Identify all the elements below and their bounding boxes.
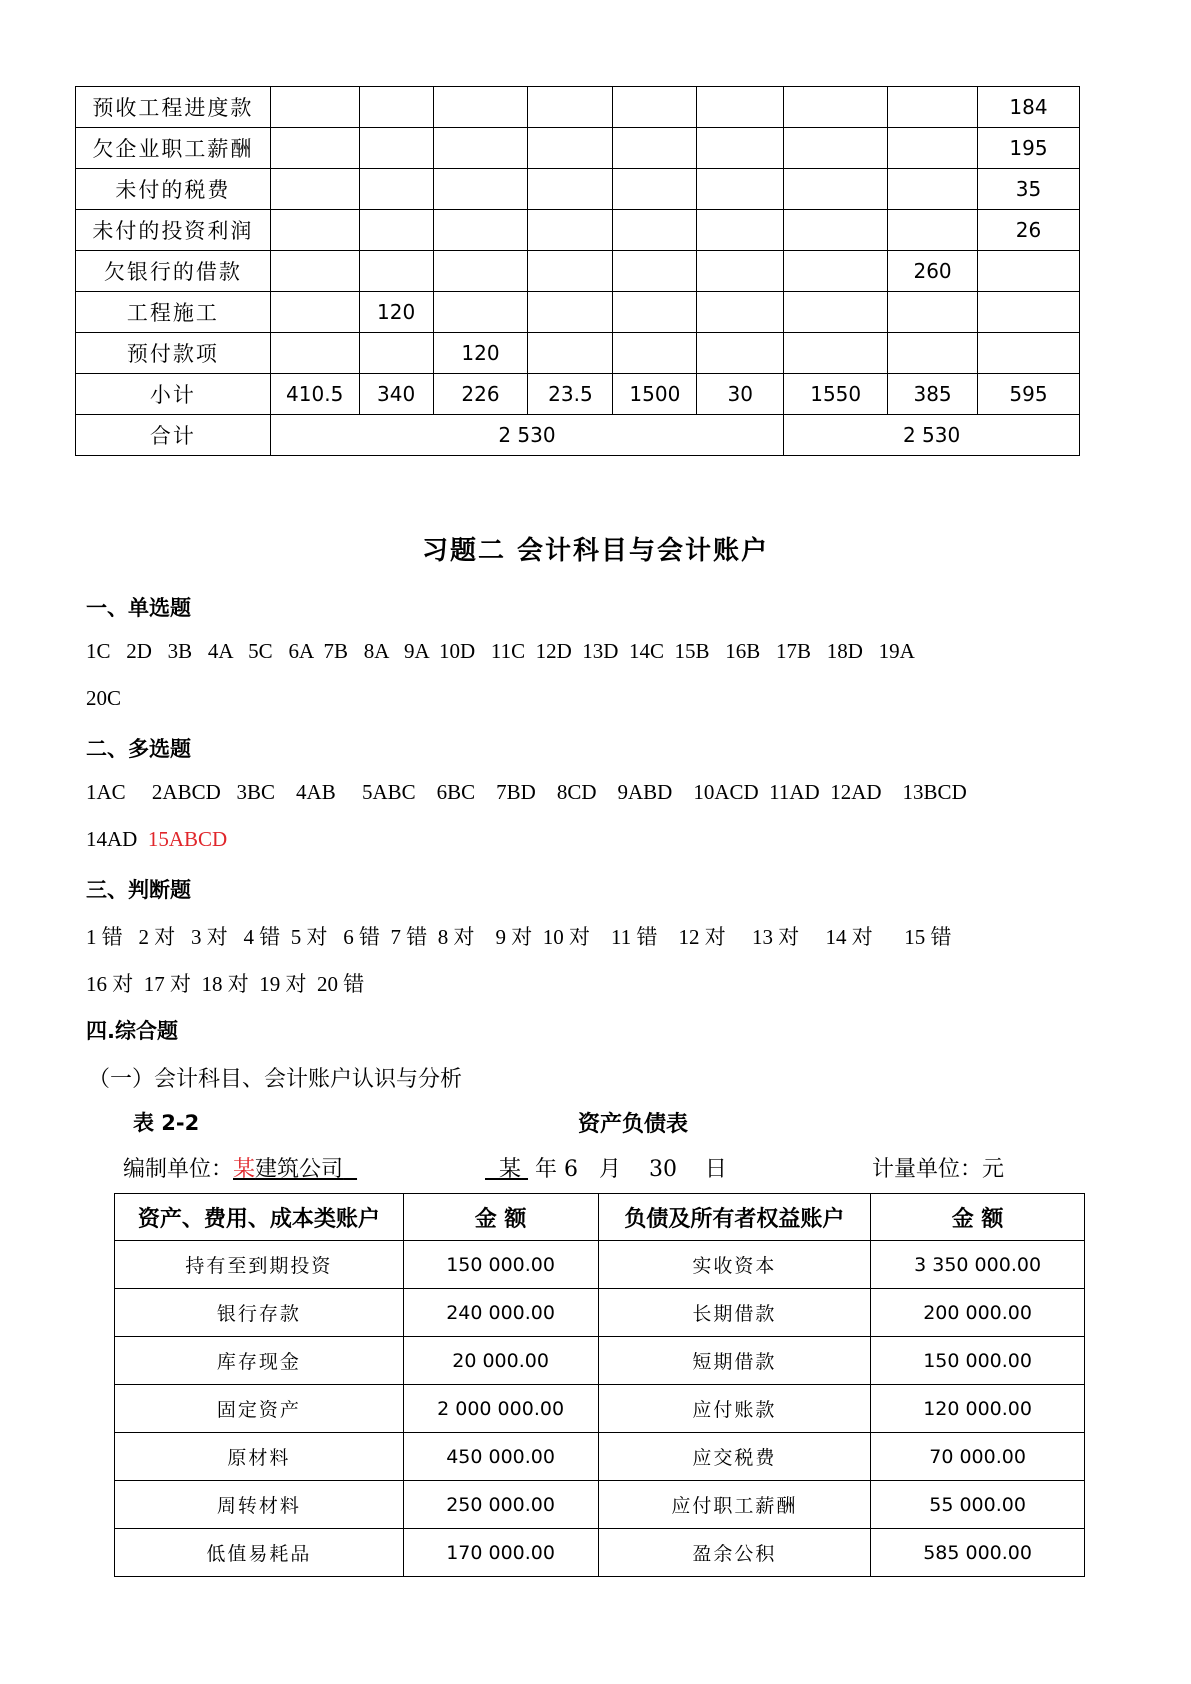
table-cell bbox=[888, 292, 978, 333]
amount: 70 000.00 bbox=[871, 1433, 1085, 1481]
table-cell bbox=[697, 292, 784, 333]
header-amount-2: 金 额 bbox=[871, 1194, 1085, 1241]
total-row bbox=[76, 415, 1080, 456]
table-row bbox=[76, 251, 1080, 292]
amount: 20 000.00 bbox=[403, 1337, 598, 1385]
table-cell bbox=[359, 251, 433, 292]
table-row bbox=[76, 333, 1080, 374]
amount: 450 000.00 bbox=[403, 1433, 598, 1481]
table-cell bbox=[888, 87, 978, 128]
table-cell bbox=[697, 210, 784, 251]
comprehensive-heading: 四.综合题 bbox=[86, 1019, 178, 1043]
account-name: 原材料 bbox=[115, 1433, 404, 1481]
table-cell bbox=[978, 333, 1080, 374]
account-name: 应交税费 bbox=[598, 1433, 871, 1481]
table-cell bbox=[270, 128, 359, 169]
prepared-by bbox=[123, 1152, 357, 1183]
table-cell: 120 bbox=[359, 292, 433, 333]
table-row bbox=[76, 169, 1080, 210]
table-cell bbox=[359, 333, 433, 374]
multi-answer-15: 15ABCD bbox=[147, 827, 228, 851]
table-cell bbox=[613, 169, 697, 210]
account-name: 库存现金 bbox=[115, 1337, 404, 1385]
table-cell bbox=[528, 169, 613, 210]
table-cell bbox=[528, 292, 613, 333]
table-cell bbox=[270, 251, 359, 292]
amount: 150 000.00 bbox=[871, 1337, 1085, 1385]
single-choice-heading: 一、单选题 bbox=[86, 596, 191, 620]
amount: 200 000.00 bbox=[871, 1289, 1085, 1337]
table-cell: 595 bbox=[978, 374, 1080, 415]
multi-choice-heading: 二、多选题 bbox=[86, 737, 191, 761]
table-cell bbox=[784, 251, 888, 292]
table-cell bbox=[613, 251, 697, 292]
table-cell: 260 bbox=[888, 251, 978, 292]
table-row bbox=[115, 1337, 1085, 1385]
header-assets: 资产、费用、成本类账户 bbox=[115, 1194, 404, 1241]
table-cell bbox=[888, 333, 978, 374]
amount: 240 000.00 bbox=[403, 1289, 598, 1337]
table-row bbox=[76, 292, 1080, 333]
table-cell bbox=[784, 128, 888, 169]
row-label: 小计 bbox=[76, 374, 271, 415]
table-cell bbox=[613, 87, 697, 128]
table-row bbox=[115, 1385, 1085, 1433]
table-cell: 226 bbox=[433, 374, 528, 415]
table-cell bbox=[528, 87, 613, 128]
account-name: 盈余公积 bbox=[598, 1529, 871, 1577]
amount: 150 000.00 bbox=[403, 1241, 598, 1289]
account-name: 长期借款 bbox=[598, 1289, 871, 1337]
prepared-by-company: 某建筑公司 bbox=[233, 1157, 344, 1182]
table-cell bbox=[784, 210, 888, 251]
table-cell bbox=[433, 210, 528, 251]
account-name: 应付职工薪酬 bbox=[598, 1481, 871, 1529]
table-cell: 23.5 bbox=[528, 374, 613, 415]
table-cell bbox=[433, 169, 528, 210]
amount: 170 000.00 bbox=[403, 1529, 598, 1577]
table-row bbox=[76, 374, 1080, 415]
single-choice-answers-1: 1C 2D 3B 4A 5C 6A 7B 8A 9A 10D 11C 12D 13D 14C 15B 16B 17B 18D 19A bbox=[86, 639, 915, 663]
total-right: 2 530 bbox=[784, 415, 1080, 456]
account-name: 周转材料 bbox=[115, 1481, 404, 1529]
table-cell bbox=[528, 128, 613, 169]
multi-choice-answers-2 bbox=[86, 827, 227, 852]
header-liabilities: 负债及所有者权益账户 bbox=[598, 1194, 871, 1241]
table-cell: 340 bbox=[359, 374, 433, 415]
table-cell bbox=[613, 292, 697, 333]
table-row bbox=[115, 1289, 1085, 1337]
table-cell bbox=[784, 87, 888, 128]
table-cell bbox=[888, 169, 978, 210]
table-row bbox=[115, 1529, 1085, 1577]
table-row bbox=[115, 1433, 1085, 1481]
table-cell bbox=[528, 333, 613, 374]
table-cell bbox=[613, 333, 697, 374]
table-cell bbox=[359, 210, 433, 251]
table-cell bbox=[784, 292, 888, 333]
account-name: 应付账款 bbox=[598, 1385, 871, 1433]
account-name: 低值易耗品 bbox=[115, 1529, 404, 1577]
table-row bbox=[76, 210, 1080, 251]
table-cell bbox=[697, 333, 784, 374]
table-cell bbox=[528, 251, 613, 292]
table-cell bbox=[784, 169, 888, 210]
table-cell bbox=[784, 333, 888, 374]
amount: 250 000.00 bbox=[403, 1481, 598, 1529]
account-name: 实收资本 bbox=[598, 1241, 871, 1289]
table-row bbox=[115, 1481, 1085, 1529]
table-cell: 1550 bbox=[784, 374, 888, 415]
liability-analysis-table bbox=[75, 86, 1080, 456]
table-cell bbox=[270, 292, 359, 333]
row-label: 欠银行的借款 bbox=[76, 251, 271, 292]
subsection-title: （一）会计科目、会计账户认识与分析 bbox=[88, 1067, 463, 1092]
table-cell bbox=[528, 210, 613, 251]
row-label: 欠企业职工薪酬 bbox=[76, 128, 271, 169]
table-cell bbox=[697, 251, 784, 292]
table-cell: 1500 bbox=[613, 374, 697, 415]
table-cell: 30 bbox=[697, 374, 784, 415]
header-amount-1: 金 额 bbox=[403, 1194, 598, 1241]
account-name: 持有至到期投资 bbox=[115, 1241, 404, 1289]
table-cell bbox=[613, 210, 697, 251]
table-row bbox=[76, 128, 1080, 169]
report-date: 某 年 6 月 30 日 bbox=[499, 1157, 727, 1182]
prepared-by-label: 编制单位： bbox=[123, 1157, 234, 1182]
table-cell bbox=[359, 128, 433, 169]
table-cell: 410.5 bbox=[270, 374, 359, 415]
judgement-answers-2: 16 对 17 对 18 对 19 对 20 错 bbox=[86, 972, 365, 996]
table-title: 资产负债表 bbox=[578, 1112, 689, 1137]
single-choice-answers-2: 20C bbox=[86, 686, 122, 710]
multi-choice-answers-1: 1AC 2ABCD 3BC 4AB 5ABC 6BC 7BD 8CD 9ABD 10ACD 11AD 12AD 13BCD bbox=[86, 780, 967, 804]
table-cell bbox=[697, 128, 784, 169]
table-cell: 35 bbox=[978, 169, 1080, 210]
row-label: 预付款项 bbox=[76, 333, 271, 374]
table-cell bbox=[697, 87, 784, 128]
table-cell bbox=[433, 292, 528, 333]
table-cell bbox=[270, 87, 359, 128]
account-name: 银行存款 bbox=[115, 1289, 404, 1337]
table-cell bbox=[433, 251, 528, 292]
multi-answer-14: 14AD bbox=[86, 827, 148, 851]
amount: 3 350 000.00 bbox=[871, 1241, 1085, 1289]
row-label: 未付的投资利润 bbox=[76, 210, 271, 251]
amount: 2 000 000.00 bbox=[403, 1385, 598, 1433]
table-cell bbox=[359, 87, 433, 128]
table-cell bbox=[888, 128, 978, 169]
table-cell bbox=[270, 333, 359, 374]
amount: 55 000.00 bbox=[871, 1481, 1085, 1529]
table-cell bbox=[613, 128, 697, 169]
balance-sheet-table bbox=[114, 1193, 1085, 1577]
judgement-answers-1: 1 错 2 对 3 对 4 错 5 对 6 错 7 错 8 对 9 对 10 对 11 错 12 对 13 对 14 对 15 错 bbox=[86, 925, 952, 949]
table-cell bbox=[888, 210, 978, 251]
row-label: 工程施工 bbox=[76, 292, 271, 333]
row-label: 预收工程进度款 bbox=[76, 87, 271, 128]
account-name: 短期借款 bbox=[598, 1337, 871, 1385]
judgement-heading: 三、判断题 bbox=[86, 878, 191, 902]
row-label: 未付的税费 bbox=[76, 169, 271, 210]
table-cell bbox=[433, 128, 528, 169]
table-cell: 120 bbox=[433, 333, 528, 374]
table-cell: 195 bbox=[978, 128, 1080, 169]
measure-unit: 计量单位：元 bbox=[872, 1157, 1005, 1182]
table-cell bbox=[697, 169, 784, 210]
amount: 585 000.00 bbox=[871, 1529, 1085, 1577]
table-cell bbox=[359, 169, 433, 210]
table-number: 表 2-2 bbox=[133, 1111, 200, 1135]
total-left: 2 530 bbox=[270, 415, 784, 456]
table-cell: 184 bbox=[978, 87, 1080, 128]
table-cell bbox=[978, 292, 1080, 333]
chapter-title: 习题二 会计科目与会计账户 bbox=[421, 536, 770, 566]
table-row bbox=[76, 87, 1080, 128]
table-cell bbox=[433, 87, 528, 128]
amount: 120 000.00 bbox=[871, 1385, 1085, 1433]
table-cell bbox=[978, 251, 1080, 292]
balance-sheet-header bbox=[115, 1194, 1085, 1241]
total-label: 合计 bbox=[76, 415, 271, 456]
table-cell bbox=[270, 169, 359, 210]
table-row bbox=[115, 1241, 1085, 1289]
account-name: 固定资产 bbox=[115, 1385, 404, 1433]
table-cell: 385 bbox=[888, 374, 978, 415]
table-cell: 26 bbox=[978, 210, 1080, 251]
table-cell bbox=[270, 210, 359, 251]
